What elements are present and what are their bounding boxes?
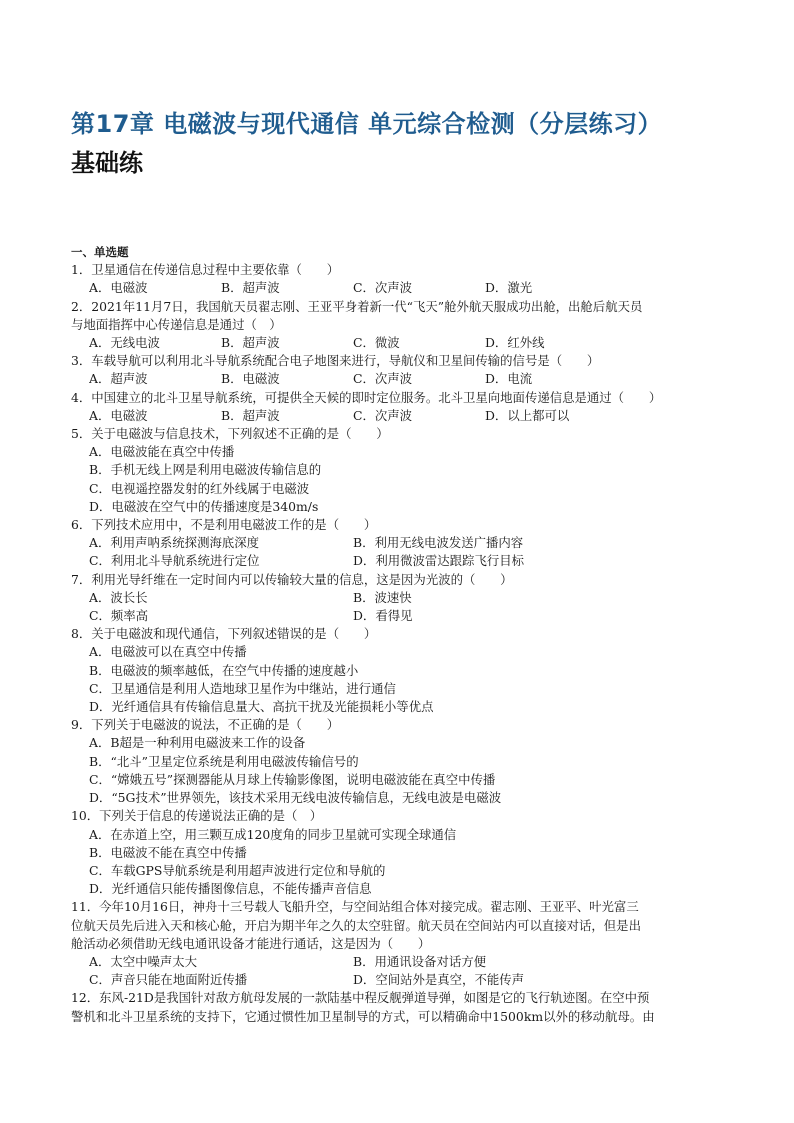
option-d: D．电磁波在空气中的传播速度是340m/s [89, 498, 319, 514]
option-c: C．利用北斗导航系统进行定位 [89, 553, 260, 569]
question-7-options-row-2 [71, 607, 731, 625]
option-a: A．电磁波可以在真空中传播 [89, 644, 247, 660]
option-c: C．“嫦娥五号”探测器能从月球上传输影像图，说明电磁波能在真空中传播 [89, 771, 496, 787]
option-a: A．电磁波 [89, 280, 148, 296]
question-12-stem-line-1: 12．东风-21D是我国针对敌方航母发展的一款陆基中程反舰弹道导弹，如图是它的飞行轨迹图。在空中预 [71, 990, 650, 1006]
option-b: B．波速快 [353, 589, 412, 605]
option-b: B．用通讯设备对话方便 [353, 953, 487, 969]
option-c: C．车载GPS导航系统是利用超声波进行定位和导航的 [89, 862, 386, 878]
question-7-stem: 7．利用光导纤维在一定时间内可以传输较大量的信息，这是因为光波的（ ） [71, 571, 513, 587]
option-d: D．空间站外是真空，不能传声 [353, 972, 525, 988]
document-title: 第17章 电磁波与现代通信 单元综合检测（分层练习） [71, 110, 663, 138]
question-4-options [71, 407, 731, 425]
option-a: A．电磁波 [89, 407, 148, 423]
option-d: D．电流 [485, 371, 533, 387]
question-12-stem-line-2: 警机和北斗卫星系统的支持下，它通过惯性加卫星制导的方式，可以精确命中1500km以外的移动航母。由 [71, 1008, 655, 1024]
option-a: A．B超是一种利用电磁波来工作的设备 [89, 735, 306, 751]
option-a: A．无线电波 [89, 335, 160, 351]
question-2-options [71, 334, 731, 352]
option-c: C．频率高 [89, 608, 149, 624]
question-list [71, 243, 731, 1026]
option-c: C．声音只能在地面附近传播 [89, 972, 248, 988]
question-11-stem-line-2: 位航天员先后进入天和核心舱，开启为期半年之久的太空驻留。航天员在空间站内可以直接对话，但是出 [71, 917, 641, 933]
question-10-stem: 10．下列关于信息的传递说法正确的是（ ） [71, 808, 323, 824]
option-b: B．超声波 [221, 407, 280, 423]
option-d: D．红外线 [485, 335, 545, 351]
question-11-options-row-1 [71, 953, 731, 971]
option-b: B．“北斗”卫星定位系统是利用电磁波传输信号的 [89, 753, 359, 769]
option-c: C．次声波 [353, 407, 413, 423]
option-d: D．看得见 [353, 608, 413, 624]
option-c: C．微波 [353, 335, 400, 351]
option-c: C．卫星通信是利用人造地球卫星作为中继站，进行通信 [89, 680, 396, 696]
option-d: D．激光 [485, 280, 533, 296]
document-subtitle: 基础练 [71, 149, 143, 177]
question-7-options-row-1 [71, 589, 731, 607]
option-a: A．利用声呐系统探测海底深度 [89, 535, 260, 551]
option-a: A．波长长 [89, 589, 148, 605]
option-d: D．利用微波雷达跟踪飞行目标 [353, 553, 525, 569]
question-2-stem-line-1: 2．2021年11月7日，我国航天员翟志刚、王亚平身着新一代“飞天”舱外航天服成功出舱，出舱后航天员 [71, 298, 643, 314]
option-c: C．次声波 [353, 280, 413, 296]
option-a: A．在赤道上空，用三颗互成120度角的同步卫星就可实现全球通信 [89, 826, 457, 842]
option-a: A．电磁波能在真空中传播 [89, 444, 235, 460]
question-1-stem: 1．卫星通信在传递信息过程中主要依靠（ ） [71, 262, 340, 278]
question-11-stem-line-3: 舱活动必须借助无线电通讯设备才能进行通话，这是因为（ ） [71, 935, 431, 951]
option-b: B．利用无线电波发送广播内容 [353, 535, 524, 551]
option-d: D．“5G技术”世界领先，该技术采用无线电波传输信息，无线电波是电磁波 [89, 790, 502, 806]
question-11-stem-line-1: 11．今年10月16日，神舟十三号载人飞船升空，与空间站组合体对接完成。翟志刚、王亚平、叶光富三 [71, 899, 639, 915]
option-b: B．电磁波的频率越低，在空气中传播的速度越小 [89, 662, 359, 678]
question-6-options-row-1 [71, 534, 731, 552]
question-3-stem: 3．车载导航可以利用北斗导航系统配合电子地图来进行，导航仪和卫星间传输的信号是（ ） [71, 353, 600, 369]
question-1-options [71, 279, 731, 297]
option-a: A．太空中噪声太大 [89, 953, 198, 969]
option-b: B．超声波 [221, 280, 280, 296]
section-heading: 一、单选题 [71, 245, 129, 259]
question-9-stem: 9．下列关于电磁波的说法，不正确的是（ ） [71, 717, 340, 733]
option-a: A．超声波 [89, 371, 148, 387]
option-c: C．次声波 [353, 371, 413, 387]
question-2-stem-line-2: 与地面指挥中心传递信息是通过（ ） [71, 316, 282, 332]
option-d: D．以上都可以 [485, 407, 570, 423]
option-b: B．手机无线上网是利用电磁波传输信息的 [89, 462, 322, 478]
option-b: B．电磁波不能在真空中传播 [89, 844, 247, 860]
question-4-stem: 4．中国建立的北斗卫星导航系统，可提供全天候的即时定位服务。北斗卫星向地面传递信息是通过（ ） [71, 389, 662, 405]
option-d: D．光纤通信只能传播图像信息，不能传播声音信息 [89, 881, 372, 897]
option-b: B．电磁波 [221, 371, 280, 387]
question-11-options-row-2 [71, 971, 731, 989]
question-8-stem: 8．关于电磁波和现代通信，下列叙述错误的是（ ） [71, 626, 377, 642]
option-b: B．超声波 [221, 335, 280, 351]
question-3-options [71, 370, 731, 388]
question-6-stem: 6．下列技术应用中，不是利用电磁波工作的是（ ） [71, 517, 377, 533]
option-c: C．电视遥控器发射的红外线属于电磁波 [89, 480, 310, 496]
option-d: D．光纤通信具有传输信息量大、高抗干扰及光能损耗小等优点 [89, 699, 434, 715]
question-5-stem: 5．关于电磁波与信息技术，下列叙述不正确的是（ ） [71, 426, 389, 442]
question-6-options-row-2 [71, 552, 731, 570]
